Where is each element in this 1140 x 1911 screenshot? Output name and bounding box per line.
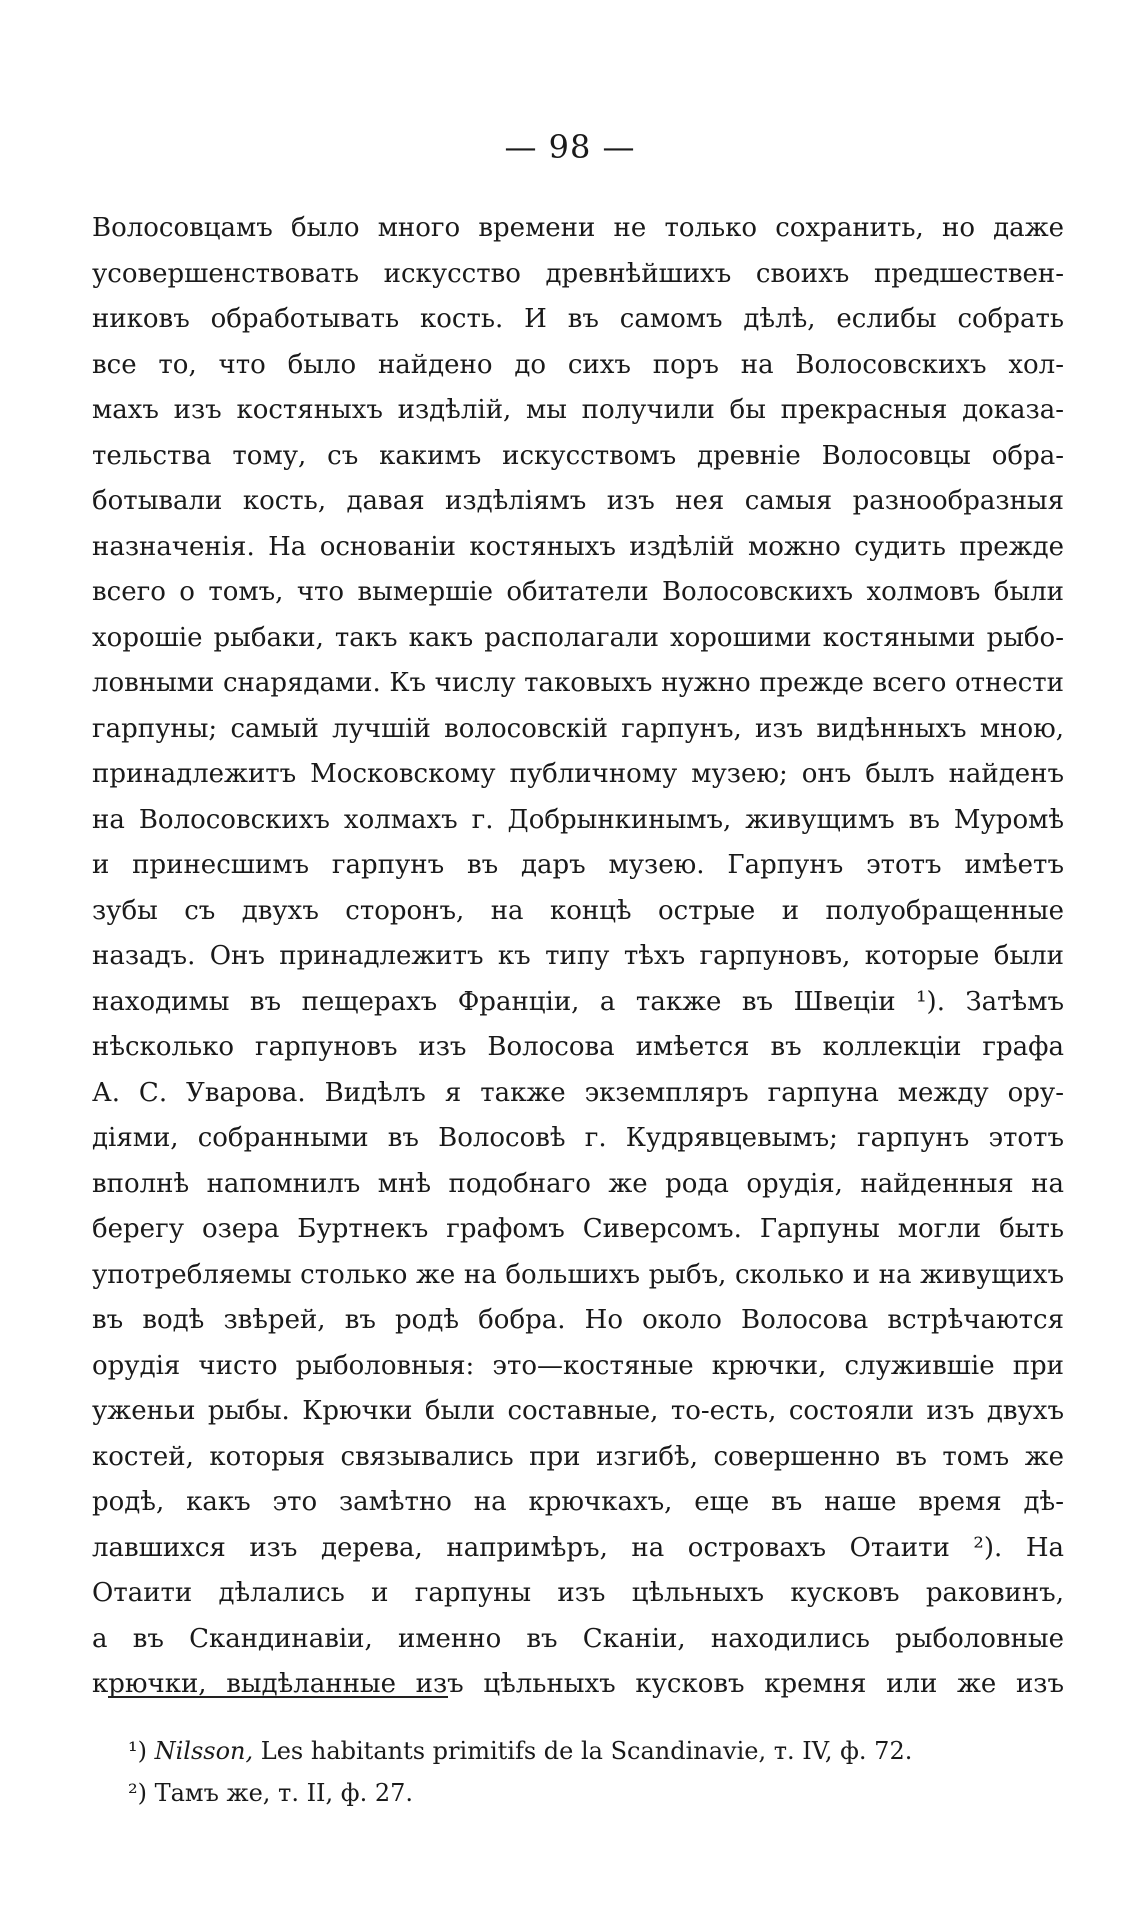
- text-line: родѣ, какъ это замѣтно на крючкахъ, еще въ наше время дѣ-: [92, 1487, 1064, 1517]
- text-line: гарпуны; самый лучшій волосовскій гарпунъ, изъ видѣнныхъ мною,: [92, 713, 1064, 744]
- text-line: діями, собранными въ Волосовѣ г. Кудрявцевымъ; гарпунъ этотъ: [92, 1123, 1064, 1153]
- text-line: махъ изъ костяныхъ издѣлій, мы получили бы прекрасныя доказа-: [92, 395, 1064, 425]
- text-line: лавшихся изъ дерева, напримѣръ, на островахъ Отаити ²). На: [92, 1532, 1064, 1563]
- text-line: на Волосовскихъ холмахъ г. Добрынкинымъ, живущимъ въ Муромѣ: [92, 804, 1064, 835]
- footnote-text: Les habitants primitifs de la Scandinavie, т. IV, ф. 72.: [253, 1737, 913, 1765]
- text-line: все то, что было найдено до сихъ поръ на Волосовскихъ хол-: [92, 349, 1064, 380]
- body-text: [92, 206, 1064, 1708]
- text-line: ботывали кость, давая издѣліямъ изъ нея самыя разнообразныя: [92, 486, 1064, 516]
- footnote-text: Тамъ же, т. II, ф. 27.: [146, 1779, 413, 1807]
- text-line: Отаити дѣлались и гарпуны изъ цѣльныхъ кусковъ раковинъ,: [92, 1578, 1064, 1608]
- footnote-marker: ¹): [128, 1737, 147, 1765]
- text-line: нѣсколько гарпуновъ изъ Волосова имѣется въ коллекціи графа: [92, 1032, 1064, 1062]
- text-line: хорошіе рыбаки, такъ какъ располагали хорошими костяными рыбо-: [92, 622, 1064, 653]
- text-line: а въ Скандинавіи, именно въ Сканіи, находились рыболовные: [92, 1623, 1064, 1654]
- text-line: орудія чисто рыболовныя: это—костяные крючки, служившіе при: [92, 1350, 1064, 1381]
- text-line: вполнѣ напомнилъ мнѣ подобнаго же рода орудія, найденныя на: [92, 1168, 1064, 1199]
- text-line: всего о томъ, что вымершіе обитатели Волосовскихъ холмовъ были: [92, 577, 1064, 607]
- text-line: тельства тому, съ какимъ искусствомъ древніе Волосовцы обра-: [92, 440, 1064, 471]
- footnote-2: [128, 1772, 1028, 1814]
- footnote-1: [128, 1730, 1028, 1772]
- text-line: берегу озера Буртнекъ графомъ Сиверсомъ. Гарпуны могли быть: [92, 1214, 1064, 1244]
- text-line: А. С. Уварова. Видѣлъ я также экземпляръ гарпуна между ору-: [92, 1077, 1064, 1108]
- text-line: Волосовцамъ было много времени не только сохранить, но даже: [92, 213, 1064, 243]
- text-line: употребляемы столько же на большихъ рыбъ, сколько и на живущихъ: [92, 1259, 1064, 1290]
- text-line: назначенія. На основаніи костяныхъ издѣлій можно судить прежде: [92, 531, 1064, 562]
- text-line: уженьи рыбы. Крючки были составные, то-есть, состояли изъ двухъ: [92, 1396, 1064, 1426]
- footnote-author: Nilsson,: [154, 1737, 254, 1765]
- text-line: принадлежитъ Московскому публичному музею; онъ былъ найденъ: [92, 759, 1064, 789]
- footnote-divider: [108, 1696, 448, 1698]
- text-line: ловными снарядами. Къ числу таковыхъ нужно прежде всего отнести: [92, 668, 1064, 698]
- text-line: никовъ обработывать кость. И въ самомъ дѣлѣ, еслибы собрать: [92, 304, 1064, 334]
- page-number: — 98 —: [504, 128, 636, 166]
- text-line: костей, которыя связывались при изгибѣ, совершенно въ томъ же: [92, 1441, 1064, 1472]
- text-line: крючки, выдѣланные изъ цѣльныхъ кусковъ кремня или же изъ: [92, 1669, 1064, 1699]
- text-line: назадъ. Онъ принадлежитъ къ типу тѣхъ гарпуновъ, которые были: [92, 941, 1064, 971]
- text-line: въ водѣ звѣрей, въ родѣ бобра. Но около Волосова встрѣчаются: [92, 1305, 1064, 1335]
- text-line: усовершенствовать искусство древнѣйшихъ своихъ предшествен-: [92, 258, 1064, 289]
- footnotes: [128, 1730, 1028, 1814]
- text-line: и принесшимъ гарпунъ въ даръ музею. Гарпунъ этотъ имѣетъ: [92, 850, 1064, 880]
- text-line: находимы въ пещерахъ Франціи, а также въ Швеціи ¹). Затѣмъ: [92, 986, 1064, 1017]
- text-line: зубы съ двухъ сторонъ, на концѣ острые и полуобращенные: [92, 895, 1064, 926]
- footnote-marker: ²): [128, 1779, 147, 1807]
